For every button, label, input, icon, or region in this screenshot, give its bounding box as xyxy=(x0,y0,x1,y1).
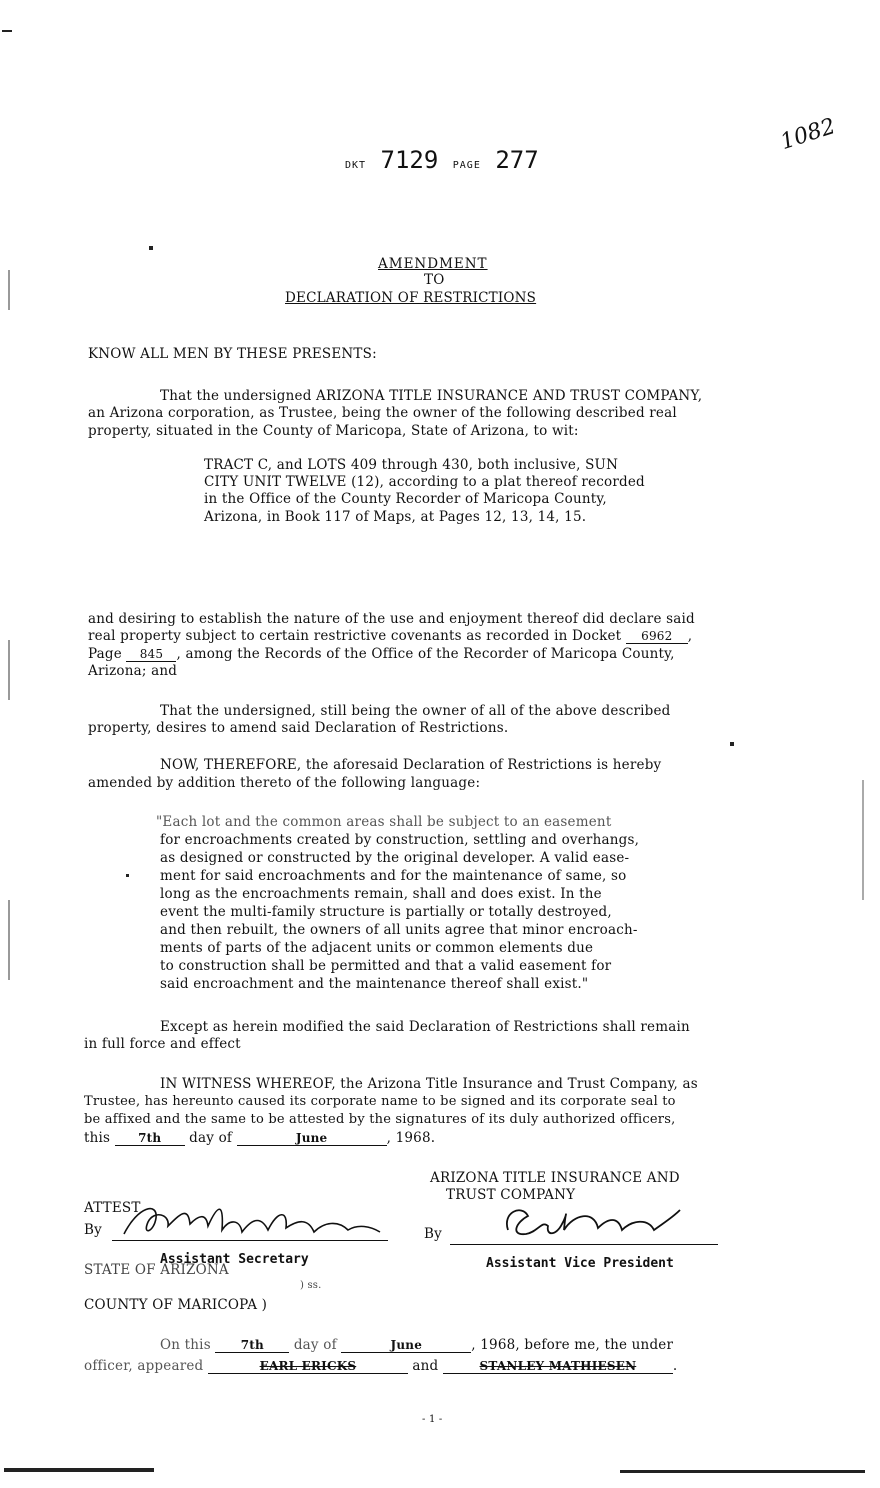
amendment-line: to construction shall be permitted and that a valid easement for xyxy=(160,958,612,974)
officer-label: officer, appeared xyxy=(84,1358,204,1374)
docket-ref: 6962 xyxy=(626,629,688,644)
scan-mark xyxy=(8,900,10,980)
property-line: CITY UNIT TWELVE (12), according to a plat thereof recorded xyxy=(204,474,645,490)
by-label-right: By xyxy=(424,1226,442,1242)
amendment-line: event the multi-family structure is partially or totally destroyed, xyxy=(160,904,612,920)
paragraph-line: Except as herein modified the said Declaration of Restrictions shall remain xyxy=(160,1019,690,1035)
property-line: Arizona, in Book 117 of Maps, at Pages 12, 13, 14, 15. xyxy=(204,509,587,525)
scan-mark xyxy=(149,246,153,250)
company-line-1: ARIZONA TITLE INSURANCE AND xyxy=(430,1170,680,1186)
scan-mark xyxy=(730,742,734,746)
paragraph-line: and desiring to establish the nature of the use and enjoyment thereof did declare said xyxy=(88,611,695,627)
page-number: 277 xyxy=(495,146,539,174)
footer-mark: - 1 - xyxy=(422,1414,443,1425)
page-ref: 845 xyxy=(126,647,176,662)
paragraph-line: NOW, THEREFORE, the aforesaid Declaration of Restrictions is hereby xyxy=(160,757,662,773)
attest-label: ATTEST xyxy=(84,1200,141,1216)
ack-line-2: officer, appeared EARL ERICKS and STANLEY MATHIESEN . xyxy=(84,1358,678,1374)
paragraph-line: property, situated in the County of Maricopa, State of Arizona, to wit: xyxy=(88,423,579,439)
title-line-2: TO xyxy=(424,272,445,288)
signature-secretary xyxy=(118,1196,388,1242)
page-label: PAGE xyxy=(452,160,481,171)
title-line-3: DECLARATION OF RESTRICTIONS xyxy=(285,290,537,306)
amendment-line: and then rebuilt, the owners of all units agree that minor encroach- xyxy=(160,922,638,938)
ack-year-text: , 1968, before me, the under xyxy=(471,1337,674,1353)
witness-date-line xyxy=(84,1130,435,1146)
witness-line: be affixed and the same to be attested by the signatures of its duly authorized officers, xyxy=(84,1112,676,1127)
witness-day: 7th xyxy=(115,1131,185,1146)
page-ref-text: , among the Records of the Office of the Recorder of Maricopa County, xyxy=(176,646,675,662)
company-line-2: TRUST COMPANY xyxy=(446,1187,576,1203)
amendment-line: as designed or constructed by the original developer. A valid ease- xyxy=(160,850,630,866)
docket-label: DKT xyxy=(345,160,367,171)
ack-name-1: EARL ERICKS xyxy=(208,1359,408,1374)
witness-month: June xyxy=(237,1131,387,1146)
ack-day: 7th xyxy=(215,1338,289,1353)
ack-month: June xyxy=(341,1338,471,1353)
on-this-label: On this xyxy=(160,1337,211,1353)
paragraph-line: amended by addition thereto of the following language: xyxy=(88,775,481,791)
salutation: KNOW ALL MEN BY THESE PRESENTS: xyxy=(88,346,377,362)
scan-mark xyxy=(126,874,129,877)
witness-line: Trustee, has hereunto caused its corporate name to be signed and its corporate seal to xyxy=(84,1094,676,1109)
paragraph-line xyxy=(88,646,675,662)
ack-line-1 xyxy=(160,1337,673,1353)
amendment-line: ments of parts of the adjacent units or common elements due xyxy=(160,940,594,956)
state-line: STATE OF ARIZONA xyxy=(84,1262,229,1278)
signature-vice-president xyxy=(498,1200,688,1246)
paragraph-line: in full force and effect xyxy=(84,1036,241,1052)
docket-ref-text: real property subject to certain restrictive covenants as recorded in Docket xyxy=(88,628,622,644)
amendment-line: "Each lot and the common areas shall be subject to an easement xyxy=(156,814,612,830)
assistant-secretary-title: Assistant Secretary xyxy=(160,1252,309,1267)
day-of-label: day of xyxy=(189,1130,233,1146)
scan-mark xyxy=(4,1468,154,1472)
amendment-line: for encroachments created by construction, settling and overhangs, xyxy=(160,832,640,848)
page-ref-label: Page xyxy=(88,646,122,662)
paragraph-line: real property subject to certain restrictive covenants as recorded in Docket 6962 , xyxy=(88,628,693,644)
county-line: COUNTY OF MARICOPA ) xyxy=(84,1297,268,1313)
property-line: TRACT C, and LOTS 409 through 430, both inclusive, SUN xyxy=(204,457,619,473)
ack-name-2: STANLEY MATHIESEN xyxy=(443,1359,673,1374)
scan-mark xyxy=(2,30,12,32)
paragraph-line: That the undersigned, still being the owner of all of the above described xyxy=(160,703,671,719)
witness-line: IN WITNESS WHEREOF, the Arizona Title Insurance and Trust Company, as xyxy=(160,1076,698,1092)
paragraph-line: an Arizona corporation, as Trustee, being the owner of the following described real xyxy=(88,405,677,421)
by-label-left: By xyxy=(84,1222,102,1238)
ack-day-of-label: day of xyxy=(293,1337,337,1353)
handwritten-note: 1082 xyxy=(777,113,839,156)
amendment-line: said encroachment and the maintenance thereof shall exist." xyxy=(160,976,589,992)
witness-year: , 1968. xyxy=(386,1130,436,1146)
ss-mark: ) ss. xyxy=(300,1280,322,1291)
amendment-line: long as the encroachments remain, shall and does exist. In the xyxy=(160,886,602,902)
paragraph-line: That the undersigned ARIZONA TITLE INSURANCE AND TRUST COMPANY, xyxy=(160,388,703,404)
ack-and-label: and xyxy=(412,1358,439,1374)
scan-mark xyxy=(8,640,10,700)
scan-mark xyxy=(8,270,10,310)
this-label: this xyxy=(84,1130,111,1146)
property-line: in the Office of the County Recorder of Maricopa County, xyxy=(204,491,607,507)
title-line-1: AMENDMENT xyxy=(378,256,488,272)
scan-mark xyxy=(620,1470,865,1473)
docket-number: 7129 xyxy=(380,146,439,174)
paragraph-line: property, desires to amend said Declaration of Restrictions. xyxy=(88,720,509,736)
assistant-vice-president-title: Assistant Vice President xyxy=(486,1256,674,1271)
paragraph-line: Arizona; and xyxy=(88,663,178,679)
scan-mark xyxy=(862,780,864,900)
amendment-line: ment for said encroachments and for the maintenance of same, so xyxy=(160,868,627,884)
recording-stamp xyxy=(345,146,539,174)
